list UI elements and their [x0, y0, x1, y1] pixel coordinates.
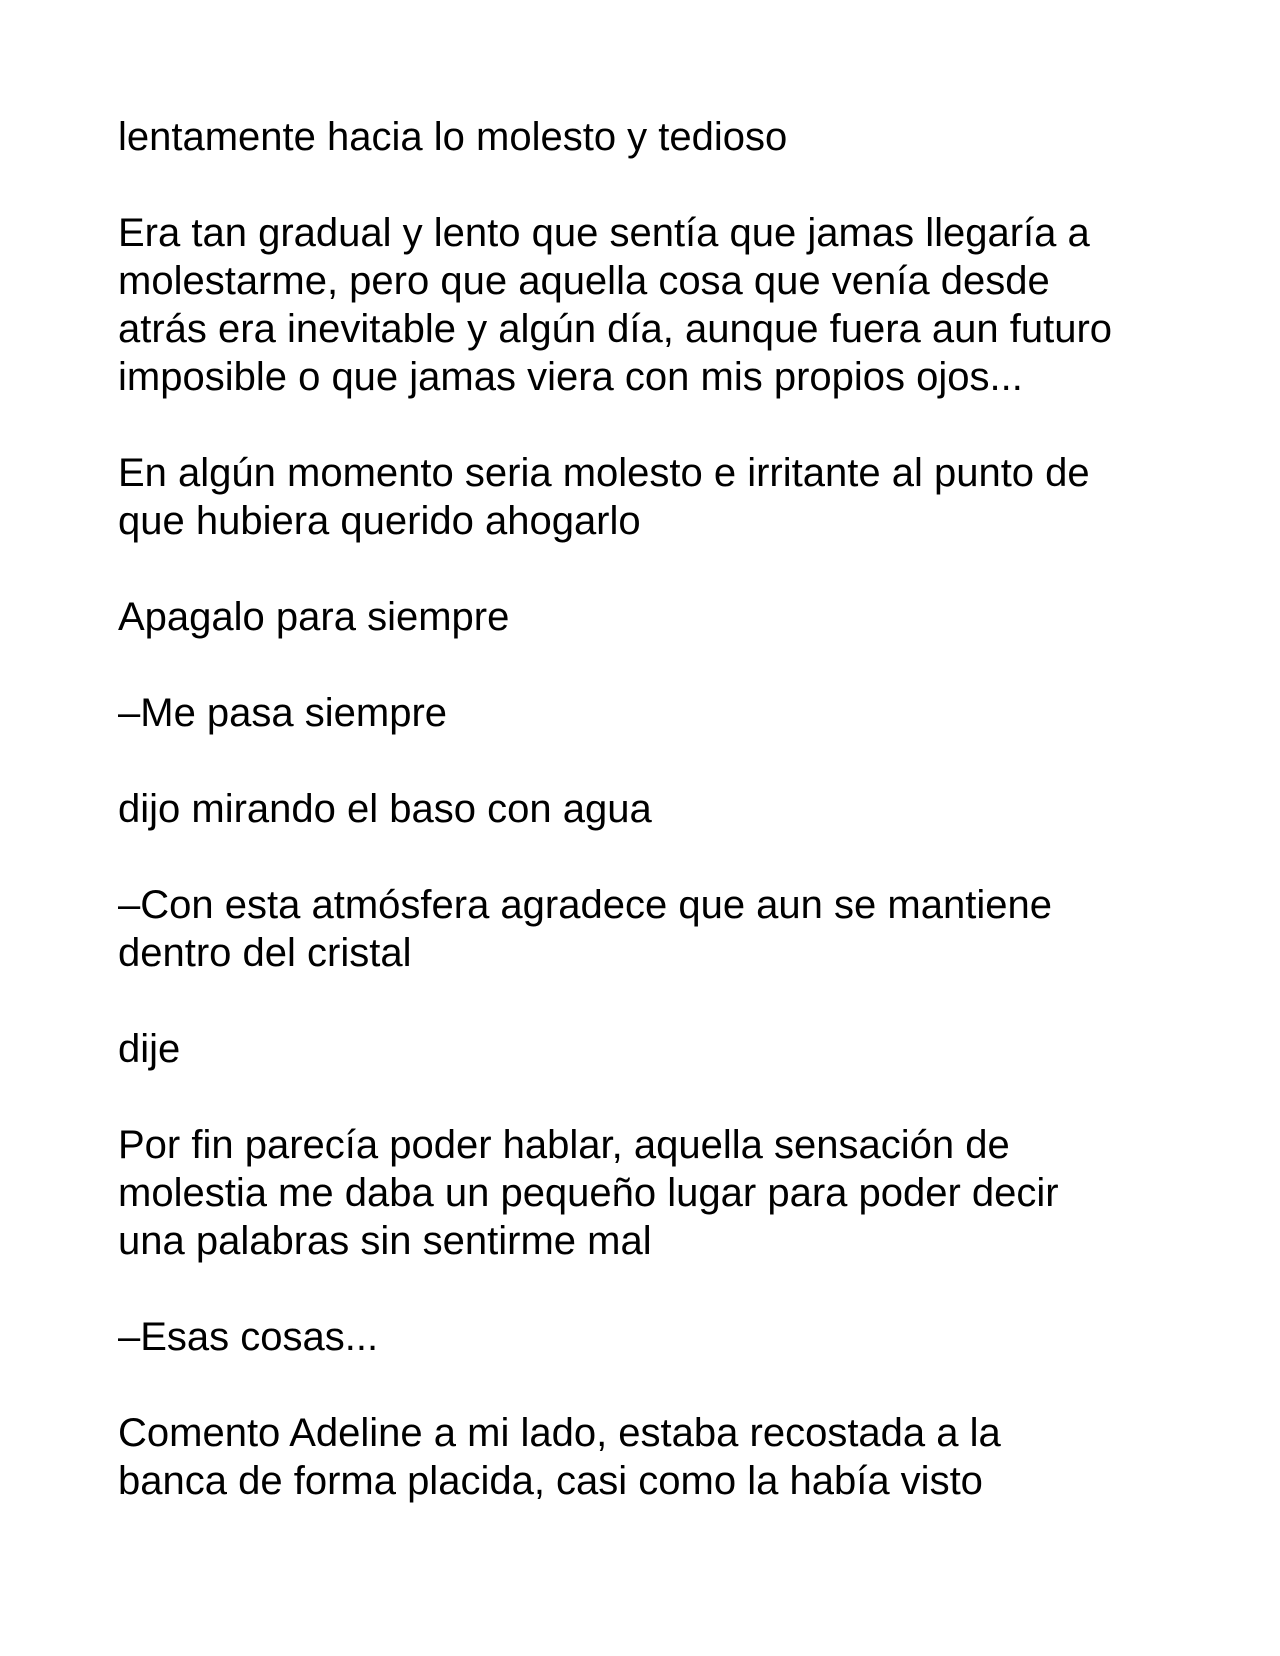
paragraph-11 — [118, 1409, 1198, 1505]
text-line: –Con esta atmósfera agradece que aun se mantiene — [118, 883, 1052, 927]
text-line: dentro del cristal — [118, 931, 412, 975]
paragraph-6 — [118, 785, 1198, 833]
text-line: una palabras sin sentirme mal — [118, 1219, 652, 1263]
text-line: molestia me daba un pequeño lugar para poder decir — [118, 1171, 1059, 1215]
paragraph-4 — [118, 593, 1198, 641]
paragraph-9 — [118, 1121, 1198, 1265]
text-line: Comento Adeline a mi lado, estaba recostada a la — [118, 1411, 1001, 1455]
text-line: Apagalo para siempre — [118, 595, 510, 639]
paragraph-7-dialogue — [118, 881, 1198, 977]
paragraph-1 — [118, 113, 1198, 161]
document-body — [118, 113, 1198, 1553]
paragraph-3 — [118, 449, 1198, 545]
text-line: lentamente hacia lo molesto y tedioso — [118, 115, 788, 159]
paragraph-5-dialogue — [118, 689, 1198, 737]
text-line: Era tan gradual y lento que sentía que jamas llegaría a — [118, 211, 1090, 255]
text-line: que hubiera querido ahogarlo — [118, 499, 641, 543]
text-line: molestarme, pero que aquella cosa que venía desde — [118, 259, 1050, 303]
paragraph-10-dialogue — [118, 1313, 1198, 1361]
paragraph-8 — [118, 1025, 1198, 1073]
text-line: banca de forma placida, casi como la había visto — [118, 1459, 983, 1503]
text-line: dije — [118, 1027, 181, 1071]
text-line: imposible o que jamas viera con mis propios ojos... — [118, 355, 1023, 399]
text-line: –Esas cosas... — [118, 1315, 379, 1359]
text-line: atrás era inevitable y algún día, aunque fuera aun futuro — [118, 307, 1113, 351]
paragraph-2 — [118, 209, 1198, 401]
text-line: –Me pasa siempre — [118, 691, 448, 735]
text-line: En algún momento seria molesto e irritante al punto de — [118, 451, 1090, 495]
text-line: dijo mirando el baso con agua — [118, 787, 652, 831]
text-line: Por fin parecía poder hablar, aquella sensación de — [118, 1123, 1010, 1167]
